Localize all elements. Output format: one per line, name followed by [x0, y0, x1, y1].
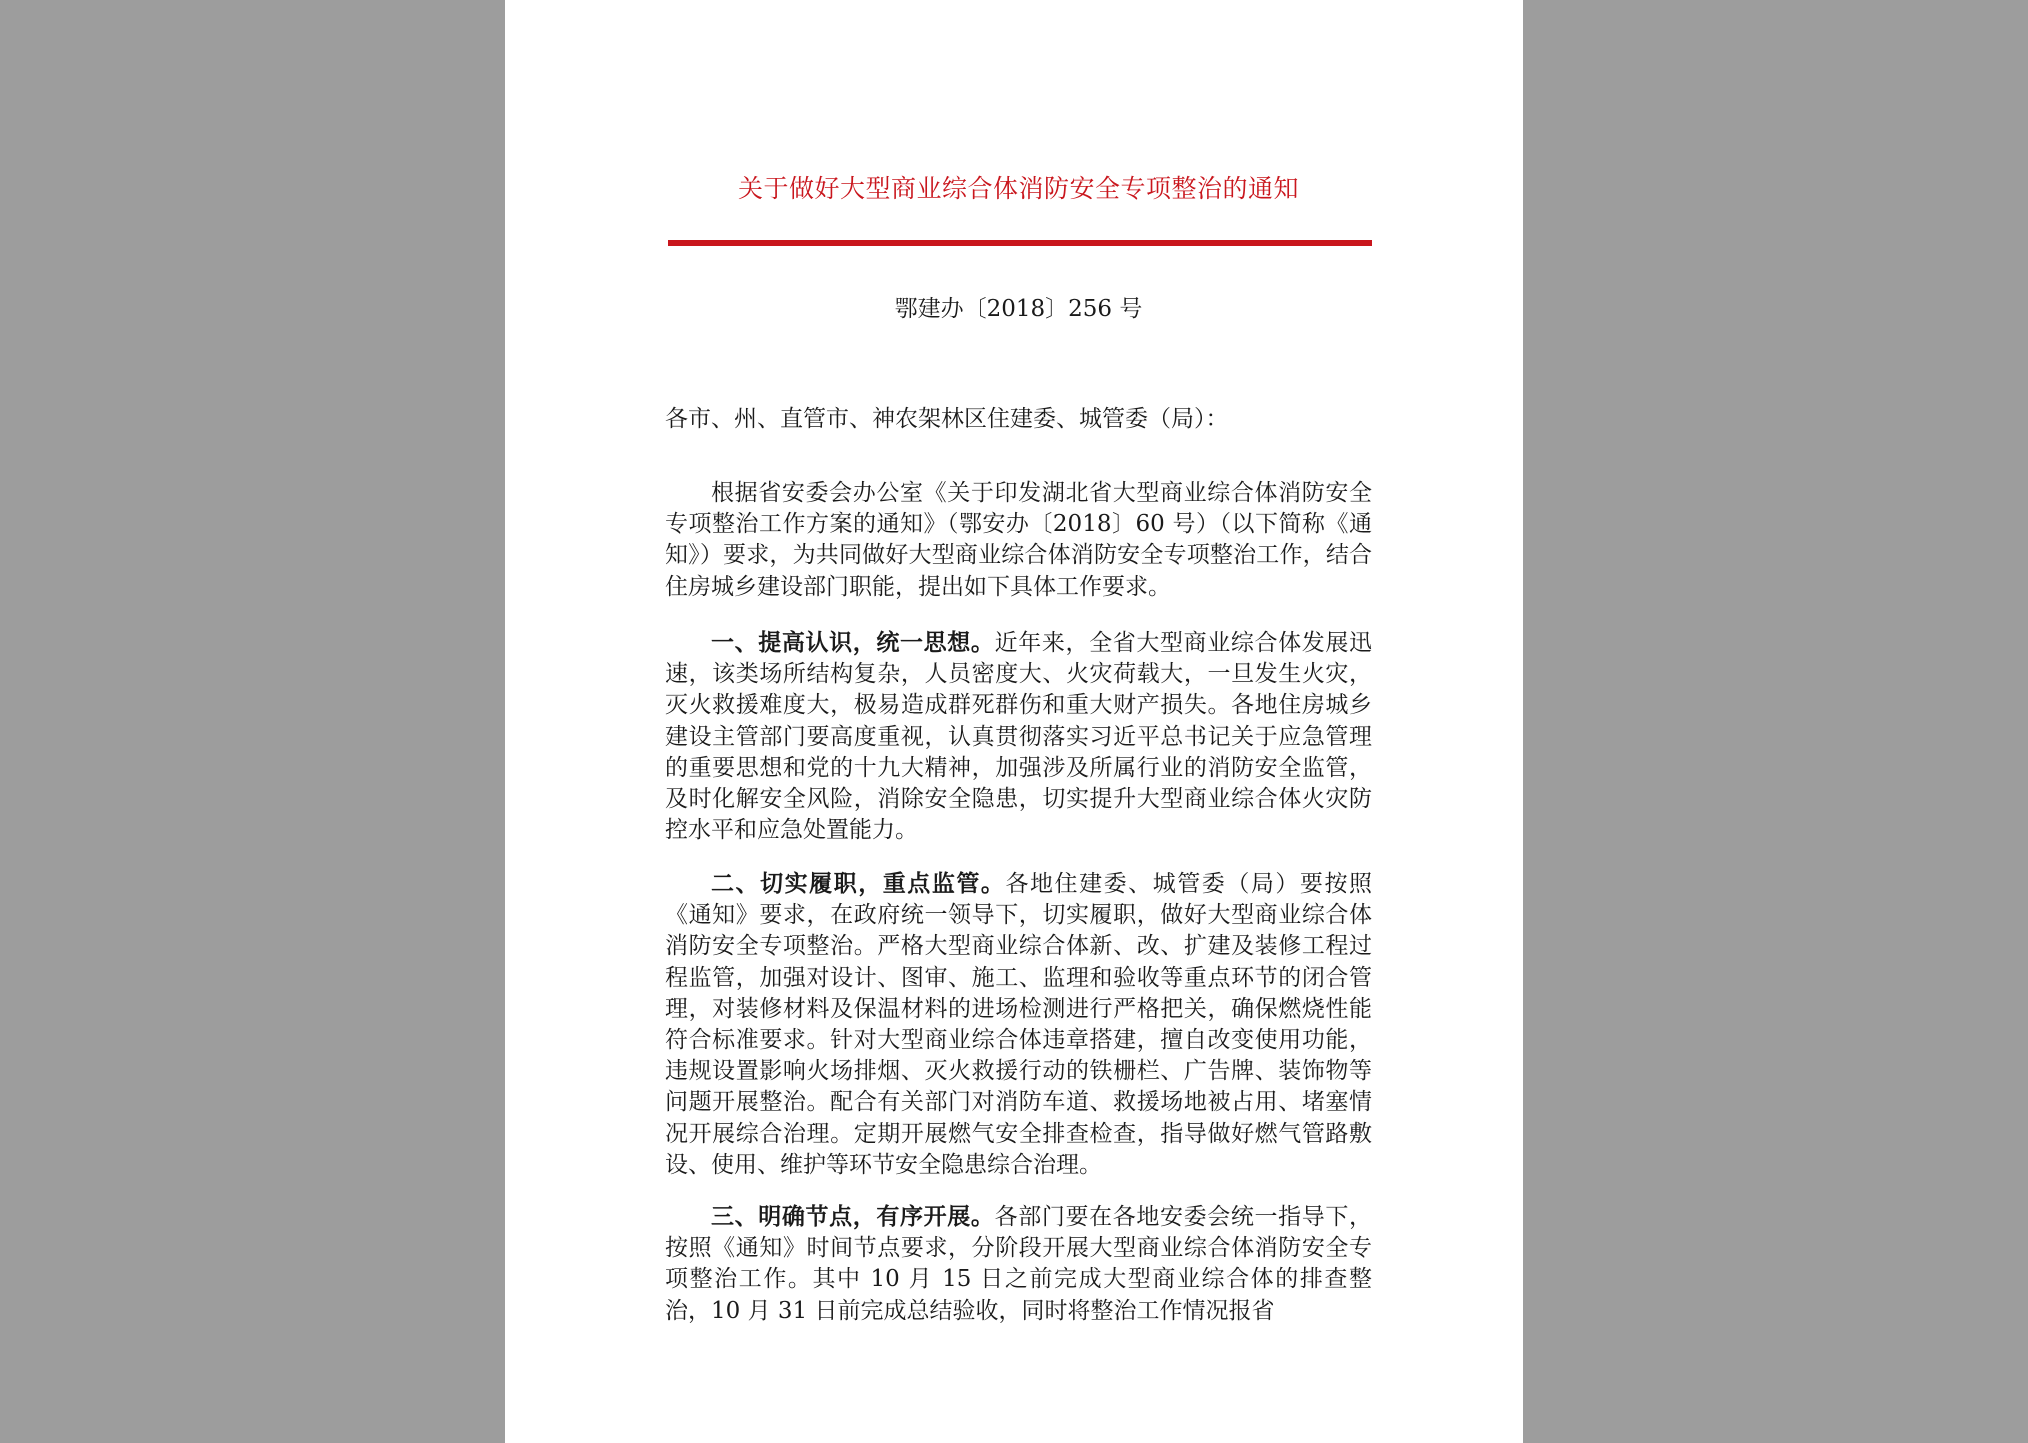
paragraph-lead: 三、明确节点，有序开展。 — [711, 1203, 995, 1230]
paragraph-body: 各地住建委、城管委（局）要按照《通知》要求，在政府统一领导下，切实履职，做好大型商业综合体消防安全专项整治。严格大型商业综合体新、改、扩建及装修工程过程监管，加强对设计、图审、施工、监理和验收等重点环节的闭合管理，对装修材料及保温材料的进场检测进行严格把关，确保燃烧性能符合标准要求。针对大型商业综合体违章搭建，擅自改变使用功能，违规设置影响火场排烟、灭火救援行动的铁栅栏、广告牌、装饰物等问题开展整治。配合有关部门对消防车道、救援场地被占用、堵塞情况开展综合治理。定期开展燃气安全排查检查，指导做好燃气管路敷设、使用、维护等环节安全隐患综合治理。 — [665, 871, 1373, 1178]
paragraph-section-2 — [665, 868, 1372, 1181]
paragraph-intro — [665, 477, 1372, 603]
paragraph-section-3 — [665, 1201, 1372, 1327]
document-title: 关于做好大型商业综合体消防安全专项整治的通知 — [737, 174, 1299, 203]
document-page — [505, 0, 1523, 1443]
document-number: 鄂建办〔2018〕256 号 — [894, 296, 1143, 322]
paragraph-lead: 二、切实履职，重点监管。 — [711, 870, 1006, 897]
red-header-rule — [668, 240, 1372, 246]
paragraph-section-1 — [665, 627, 1372, 846]
paragraph-body: 各部门要在各地安委会统一指导下，按照《通知》时间节点要求，分阶段开展大型商业综合体消防安全专项整治工作。其中 10 月 15 日之前完成大型商业综合体的排查整治，10 月 31 日前完成总结验收，同时将整治工作情况报省 — [665, 1204, 1373, 1324]
paragraph-body: 根据省安委会办公室《关于印发湖北省大型商业综合体消防安全专项整治工作方案的通知》（鄂安办〔2018〕60 号）（以下简称《通知》）要求，为共同做好大型商业综合体消防安全专项整治工作，结合住房城乡建设部门职能，提出如下具体工作要求。 — [665, 480, 1372, 600]
paragraph-body: 近年来，全省大型商业综合体发展迅速，该类场所结构复杂，人员密度大、火灾荷载大，一旦发生火灾，灭火救援难度大，极易造成群死群伤和重大财产损失。各地住房城乡建设主管部门要高度重视，认真贯彻落实习近平总书记关于应急管理的重要思想和党的十九大精神，加强涉及所属行业的消防安全监管，及时化解安全风险，消除安全隐患，切实提升大型商业综合体火灾防控水平和应急处置能力。 — [665, 630, 1373, 844]
salutation: 各市、州、直管市、神农架林区住建委、城管委（局）： — [665, 406, 1229, 432]
paragraph-lead: 一、提高认识，统一思想。 — [711, 629, 995, 656]
